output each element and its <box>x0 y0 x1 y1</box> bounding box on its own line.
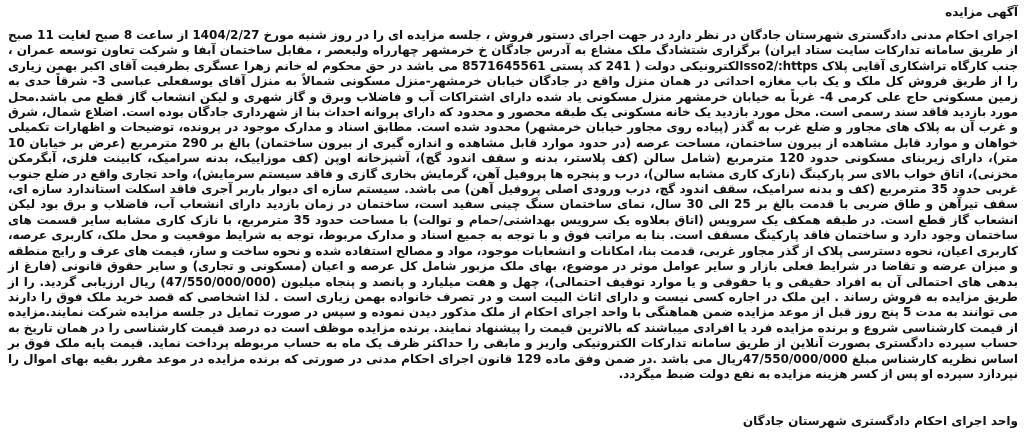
notice-signature: واحد اجرای احکام دادگستری شهرستان جادگان <box>742 414 1018 428</box>
notice-title: آگهی مزایده <box>945 5 1018 19</box>
notice-body: اجرای احکام مدنی دادگستری شهرستان جادگان در نظر دارد در جهت اجرای دستور فروش ، جلسه مزایده ای را در روز شنبه مورخ 1404/2/27 از ساعت 8 صبح لغایت 11 صبح از طریق سامانه تدارکات سایت ستاد ایران) برگزاری شتشادگ ملک مشاع به آدرس جادگان خ خرمشهر چهارراه ولیعصر ، مقابل ساختمان آبفا و شرکت تعاون توسعه عمران ، جنب کارگاه تراشکاری آقایی پلاک sso2/:httpsالکترونیکی دولت ( 241 کد پستی 8571645561 می باشد در حق محکوم له خانم زهرا عسگری بطرفیت آقای اکبر بهمن زیاری را از طریق فروش کل ملک و یک باب مغازه احداثی در همان منزل واقع در جادگان خیابان خرمشهر-منزل مسکونی شمالاً به منزل آقای یوسفعلی عباسی 3- شرقاً حدی به زمین مسکونی حاج علی کرمی 4- غرباً به خیابان خرمشهر منزل مسکونی یاد شده دارای اشتراکات آب و فاضلاب وبرق و گاز شهری و لیکن انشعاب گاز قطع می باشد.محل مورد بازدید فاقد سند رسمی است. محل مورد بازدید یک خانه مسکونی یک طبقه محصور و محدود که دارای پروانه احداث بنا از شهرداری جادگان بوده است. اضلاع شمال، شرق و غرب آن به پلاک های مجاور و ضلع غرب به گذر (پیاده روی مجاور خیابان خرمشهر) محدود شده است. مطابق اسناد و مدارک موجود در پرونده، توضیحات و اظهارات تکمیلی خواهان و موارد قابل مشاهده از بیرون ساختمان، مساحت عرصه (در حدود موارد قابل مشاهده و اندازه گیری از بیرون ساختمان) بالغ بر 290 مترمربع (عرض بر خیابان 10 متر)، دارای زیربنای مسکونی حدود 120 مترمربع (شامل سالن (کف پلاستر، بدنه و سقف اندود گچ)، آشپزخانه اوپن (کف موزاییک، بدنه سرامیک، کابینت فلزی، آبگرمکن مخزنی)، اتاق خواب بالای سر پارکینگ (نازک کاری مشابه سالن)، درب و پنجره ها پروفیل آهن، گرمایش بخاری گازی و فاقد سیستم سرمایش)، واحد تجاری واقع در ضلع جنوب غربی حدود 35 مترمربع (کف و بدنه سرامیک، سقف اندود گچ، درب ورودی اصلی پروفیل آهن) می باشد. سیستم سازه ای دیوار باربر آجری فاقد اسکلت استاندارد سازه ای، سقف تیرآهن و طاق ضربی با قدمت بالغ بر 25 الی 30 سال، نمای ساختمان سنگ چینی سفید است، ساختمان در زمان بازدید دارای انشعاب آب، فاضلاب و برق بود لیکن انشعاب گاز قطع است. در طبقه همکف یک سرویس (اتاق بعلاوه یک سرویس بهداشتی/حمام و توالت) با مساحت حدود 35 مترمربع، با نازک کاری مشابه سایر قسمت های ساختمان وجود دارد و ساختمان فاقد پارکینگ مسقف است. بنا به مراتب فوق و با توجه به جمیع اسناد و مدارک مربوط، توجه به شرایط موقعیت و محل ملک، کاربری عرصه، کاربری اعیان، نحوه دسترسی پلاک از گذر مجاور غربی، قدمت بنا، امکانات و انشعابات موجود، مواد و مصالح استفاده شده و نحوه ساخت و ساز، قیمت های عرف و رایج منطقه و میزان عرضه و تقاضا در شرایط فعلی بازار و سایر عوامل موثر در موضوع، بهای ملک مزبور شامل کل عرصه و اعیان (مسکونی و تجاری) و سایر حقوق قانونی (فارغ از بدهی های احتمالی آن به افراد حقیقی و یا حقوقی و یا موارد توقیف احتمالی)، چهل و هفت میلیارد و پانصد و پنجاه میلیون (47/550/000/000) ریال ارزیابی گردید. را از طریق مزایده به فروش رساند . این ملک در اجاره کسی نیست و دارای اثاث البیت است و در تصرف خانواده بهمن زیاری است . لذا اشخاصی که قصد خرید ملک فوق را دارند می توانند به مدت 5 پنج روز قبل از موعد مزایده ضمن هماهنگی با واحد اجرای احکام از ملک مذکور دیدن نموده و سپس در صورت تمایل در جلسه مزایده شرکت نمایند.مزایده از قیمت کارشناسی شروع و برنده مزایده فرد یا افرادی میباشند که بالاترین قیمت را پیشنهاد نمایند. برنده مزایده موظف است ده درصد قیمت کارشناسی را در همان تاریخ به حساب سپرده دادگستری بصورت آنلاین از طریق سامانه تدارکات الکترونیکی واریز و مابقی را حداکثر ظرف یک ماه به حساب مربوطه پرداخت نماید. قیمت پایه ملک فوق بر اساس نظریه کارشناس مبلغ 47/550/000/000ریال می باشد .در ضمن وفق ماده 129 قانون اجرای احکام مدنی در صورتی که برنده مزایده در موعد مقرر بقیه بهای اموال را نپردازد سپرده او پس از کسر هزینه مزایده به نفع دولت ضبط میگردد. <box>8 28 1019 381</box>
